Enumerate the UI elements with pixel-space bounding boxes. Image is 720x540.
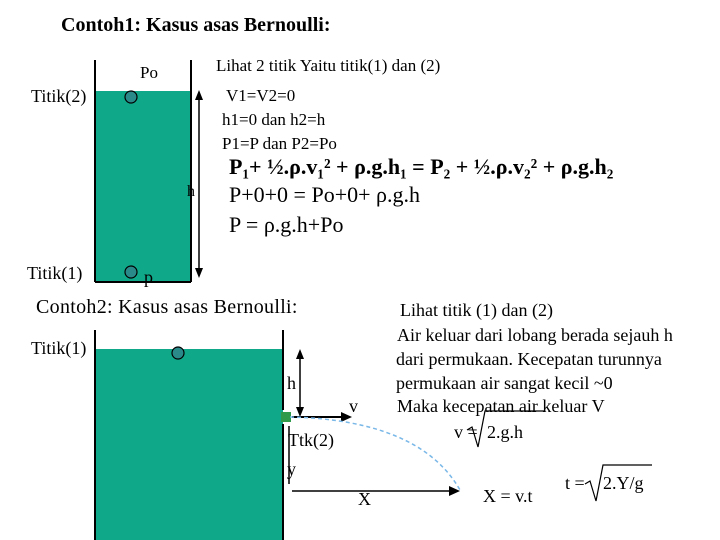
ex2-note-1: Lihat titik (1) dan (2) — [400, 300, 553, 320]
ex1-note-4: P1=P dan P2=Po — [222, 134, 337, 153]
tank1-point2-marker — [125, 91, 137, 103]
example1-title: Contoh1: Kasus asas Bernoulli: — [61, 14, 331, 36]
ex2-note-2: Air keluar dari lobang berada sejauh h — [397, 325, 673, 345]
label-titik2: Titik(2) — [31, 86, 87, 106]
ex2-note-5: Maka kecepatan air keluar V — [397, 396, 605, 416]
formula-t-radicand: 2.Y/g — [603, 473, 644, 493]
example2-title: Contoh2: Kasus asas Bernoulli: — [36, 296, 298, 318]
label-ttk2: Ttk(2) — [288, 430, 334, 450]
bernoulli-equation: P₁+ ½.ρ.v₁² + ρ.g.h₁ = P₂ + ½.ρ.v₂² + ρ.g.h₂ — [229, 154, 614, 179]
tank2-height-arrowhead-top — [296, 349, 304, 359]
formula-x: X = v.t — [483, 486, 533, 506]
tank2-height-arrowhead-bottom — [296, 407, 304, 417]
label-h-ex1: h — [187, 183, 195, 200]
label-titik1-ex2: Titik(1) — [31, 338, 87, 358]
label-po: Po — [140, 63, 158, 82]
tank1-point1-marker — [125, 266, 137, 278]
label-h-ex2: h — [287, 373, 296, 393]
label-y: y — [287, 459, 296, 479]
water-jet-trajectory — [290, 417, 460, 490]
label-v: v — [349, 396, 358, 416]
formula-v-radicand: 2.g.h — [487, 422, 523, 442]
tank2-water — [95, 349, 283, 540]
formula-t-prefix: t = — [565, 473, 585, 493]
ex1-note-3: h1=0 dan h2=h — [222, 110, 326, 129]
tank1-height-arrowhead-top — [195, 90, 203, 100]
label-p: p — [144, 267, 153, 287]
ex2-note-4: permukaan air sangat kecil ~0 — [396, 373, 613, 393]
equation-step-2: P+0+0 = Po+0+ ρ.g.h — [229, 182, 420, 207]
formula-v-prefix: v = — [454, 422, 478, 442]
tank1-height-arrowhead-bottom — [195, 268, 203, 278]
ex2-note-3: dari permukaan. Kecepatan turunnya — [396, 349, 662, 369]
label-titik1-ex1: Titik(1) — [27, 263, 83, 283]
ex1-note-2: V1=V2=0 — [226, 86, 296, 105]
ex1-note-1: Lihat 2 titik Yaitu titik(1) dan (2) — [216, 56, 441, 75]
equation-step-3: P = ρ.g.h+Po — [229, 212, 344, 237]
tank2-point1-marker — [172, 347, 184, 359]
label-x-distance: X — [358, 489, 371, 509]
tank1-water — [95, 91, 191, 282]
tank2-point2-marker — [281, 412, 291, 422]
